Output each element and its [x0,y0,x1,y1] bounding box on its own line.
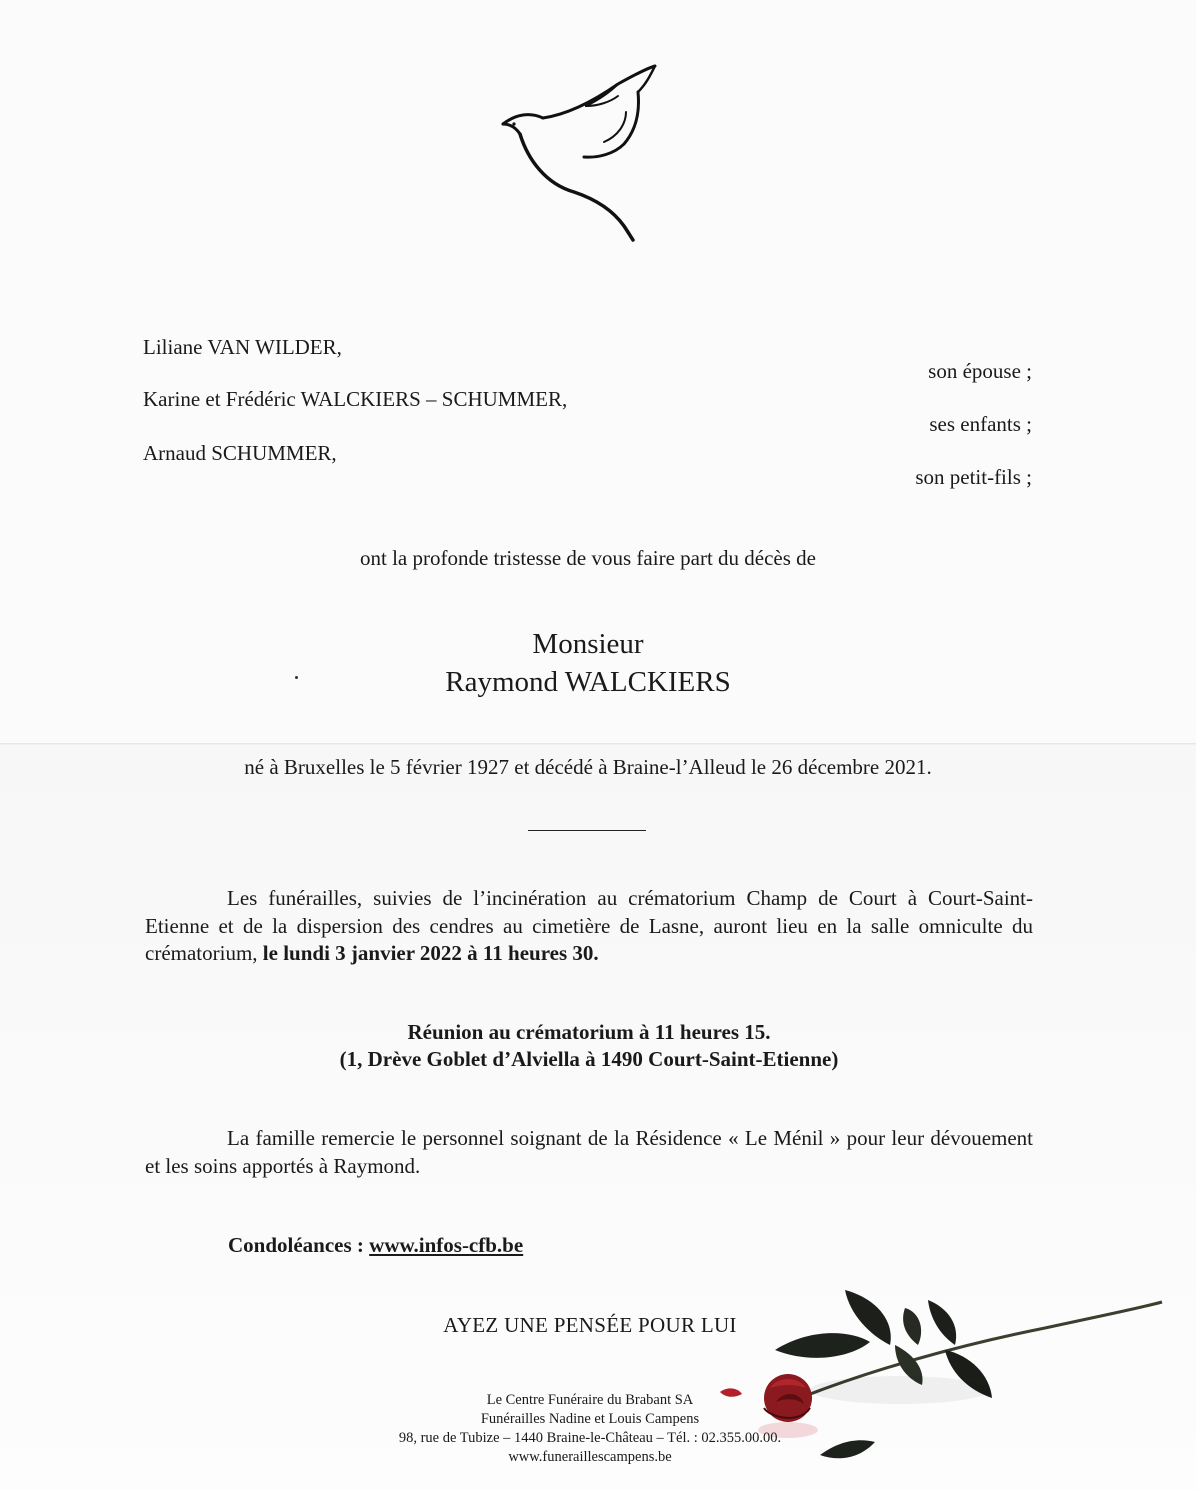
thanks-paragraph: La famille remercie le personnel soignant de la Résidence « Le Ménil » pour leur dévouement et les soins apportés à Raymond. [145,1126,1033,1178]
birth-death-line: né à Bruxelles le 5 février 1927 et décédé à Braine-l’Alleud le 26 décembre 2021. [244,755,932,779]
footer-names: Funérailles Nadine et Louis Campens [480,1411,700,1427]
deceased-title: Monsieur [532,628,644,660]
family-member-name-1: Liliane VAN WILDER, [143,335,342,359]
family-member-relation-3: son petit-fils ; [915,465,1032,489]
funeral-date: le lundi 3 janvier 2022 à 11 heures 30. [262,941,599,965]
paper-fold-line [0,743,1196,745]
family-member-relation-2: ses enfants ; [929,412,1032,436]
family-member-name-2: Karine et Frédéric WALCKIERS – SCHUMMER, [143,387,568,411]
family-member-relation-1: son épouse ; [928,359,1032,383]
closing-text: AYEZ UNE PENSÉE POUR LUI [443,1313,737,1337]
separator-rule [528,830,646,831]
family-member-name-3: Arnaud SCHUMMER, [143,441,337,465]
funeral-paragraph [145,885,1033,968]
deceased-name: Raymond WALCKIERS [445,666,731,698]
footer-company: Le Centre Funéraire du Brabant SA [486,1392,694,1408]
condolences-link[interactable]: www.infos-cfb.be [369,1233,524,1257]
meeting-line-2: (1, Drève Goblet d’Alviella à 1490 Court-Saint-Etienne) [339,1047,839,1071]
funeral-text: Les funérailles, suivies de l’incinération au crématorium Champ de Court à Court-Saint-Etienne et de la dispersion des cendres au cimetière de Lasne, auront lieu en la salle omniculte du crématorium, [145,886,1033,965]
meeting-line-1: Réunion au crématorium à 11 heures 15. [407,1020,771,1044]
announcement-text: ont la profonde tristesse de vous faire part du décès de [359,546,816,570]
stray-dot [295,676,298,679]
footer-website: www.funeraillescampens.be [508,1449,672,1465]
condolences-label: Condoléances : [228,1233,364,1257]
footer-address: 98, rue de Tubize – 1440 Braine-le-Château – Tél. : 02.355.00.00. [398,1430,782,1446]
dove-icon [498,62,663,244]
condolences-line [228,1233,523,1258]
